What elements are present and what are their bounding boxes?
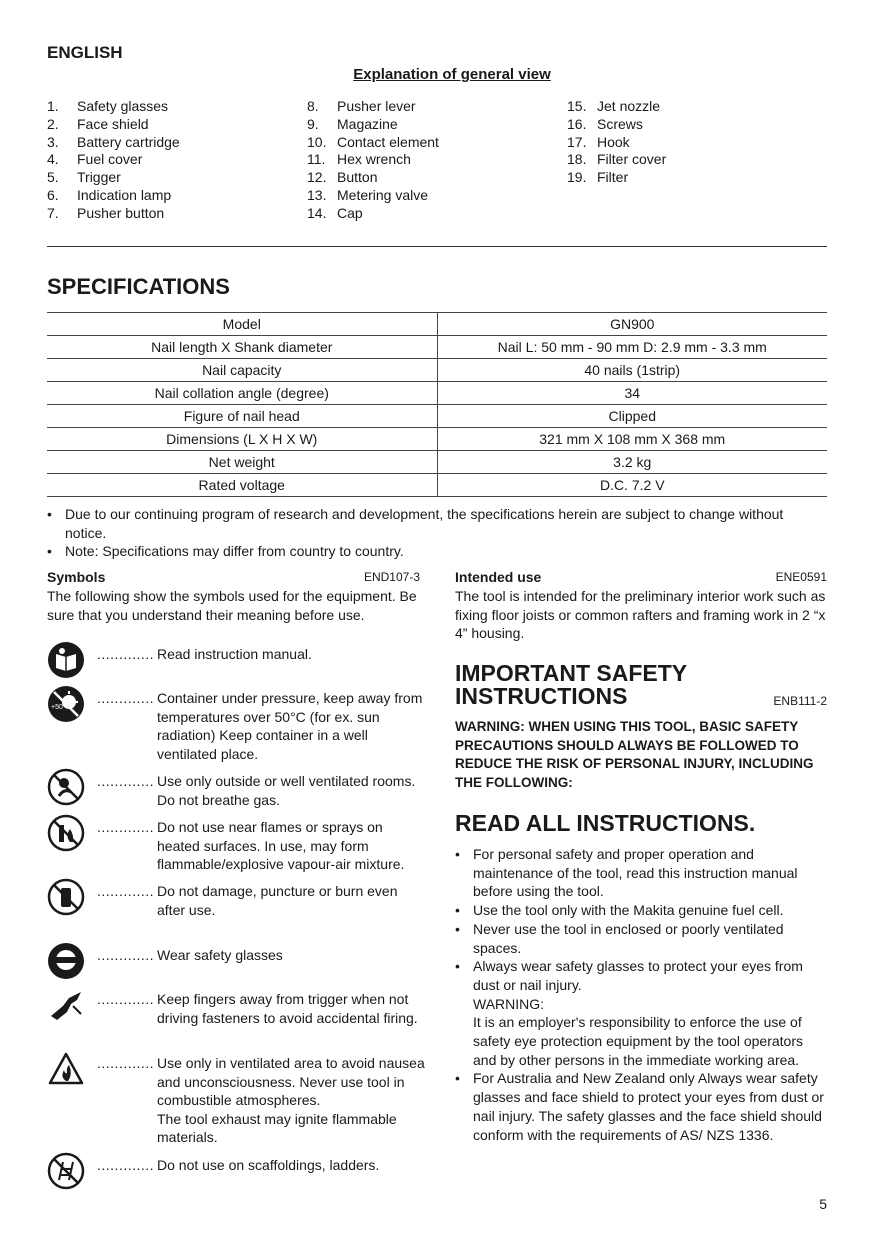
list-item: 14. Cap: [307, 204, 363, 221]
note-item: • Note: Specifications may differ from country to country.: [47, 542, 827, 561]
specifications-table: [47, 312, 827, 497]
explanation-title: Explanation of general view: [353, 66, 551, 83]
table-row: [47, 428, 827, 451]
spec-value: Clipped: [437, 405, 827, 428]
read-all-heading: READ ALL INSTRUCTIONS.: [455, 810, 756, 836]
specifications-title: SPECIFICATIONS: [47, 274, 230, 299]
spec-value: 3.2 kg: [437, 451, 827, 474]
list-item: 15. Jet nozzle: [567, 98, 661, 114]
parts-column-3: [567, 98, 666, 187]
symbol-text: Keep fingers away from trigger when not driving fasteners to avoid accidental firing.: [157, 991, 418, 1026]
spec-value: 40 nails (1strip): [437, 359, 827, 382]
note-item: • Due to our continuing program of research and development, the specifications herein are subject to change without notice.: [47, 505, 827, 542]
symbol-row: [47, 689, 427, 763]
spec-label: Nail capacity: [47, 359, 437, 382]
list-item: 5. Trigger: [47, 169, 121, 186]
spec-value: Nail L: 50 mm - 90 mm D: 2.9 mm - 3.3 mm: [437, 336, 827, 359]
symbol-text: Use only in ventilated area to avoid nausea and unconsciousness. Never use tool in combustible atmospheres. The tool exhaust may ignite flammable materials.: [157, 1055, 425, 1145]
spec-label: Figure of nail head: [47, 405, 437, 428]
manual-icon: [47, 641, 85, 679]
symbols-code: END107-3: [363, 570, 420, 584]
no-breathe-icon: [47, 768, 85, 806]
symbol-dots: .............: [97, 819, 155, 835]
table-row: [47, 336, 827, 359]
spec-value: 34: [437, 382, 827, 405]
safety-warning: WARNING: WHEN USING THIS TOOL, BASIC SAFETY PRECAUTIONS SHOULD ALWAYS BE FOLLOWED TO REDUCE THE RISK OF PERSONAL INJURY, INCLUDING THE FOLLOWING:: [455, 719, 814, 790]
no-flame-icon: [47, 814, 85, 852]
symbol-dots: .............: [97, 883, 155, 899]
list-item: 2. Face shield: [47, 115, 149, 132]
list-item: • For personal safety and proper operation and maintenance of the tool, read this instruction manual before using the tool.: [455, 845, 830, 901]
spec-value: GN900: [437, 313, 827, 336]
symbol-text: Use only outside or well ventilated rooms. Do not breathe gas.: [157, 773, 416, 808]
list-item: 19. Filter: [567, 169, 629, 186]
temperature-icon: [47, 685, 85, 723]
intended-use-title: Intended use: [455, 569, 542, 585]
symbol-text: Container under pressure, keep away from temperatures over 50°C (for ex. sun radiation) Keep container in a well ventilated place.: [157, 690, 423, 762]
symbol-text: Read instruction manual.: [157, 646, 312, 662]
symbol-row: [47, 990, 427, 1027]
list-item: 7. Pusher button: [47, 204, 165, 221]
symbol-dots: .............: [97, 690, 155, 706]
table-row: [47, 359, 827, 382]
symbol-dots: .............: [97, 1157, 155, 1173]
no-puncture-icon: [47, 878, 85, 916]
safety-title-line-1: IMPORTANT SAFETY: [455, 660, 688, 686]
list-item: 4. Fuel cover: [47, 151, 143, 168]
table-row: [47, 474, 827, 497]
spec-label: Model: [47, 313, 437, 336]
list-item: 3. Battery cartridge: [47, 133, 180, 150]
intended-use-text: The tool is intended for the preliminary interior work such as fixing floor joists or common rafters and framing work in 2 “x 4” housing.: [455, 588, 826, 641]
page-number: 5: [819, 1196, 827, 1212]
symbol-row: [47, 1054, 427, 1147]
symbol-row: [47, 1156, 427, 1190]
spec-value: D.C. 7.2 V: [437, 474, 827, 497]
language-heading: ENGLISH: [47, 43, 123, 62]
symbol-dots: .............: [97, 947, 155, 963]
symbol-row: [47, 818, 427, 874]
table-row: [47, 382, 827, 405]
list-item: 18. Filter cover: [567, 151, 667, 168]
finger-trigger-icon: [47, 986, 85, 1024]
safety-glasses-icon: [47, 942, 85, 980]
table-row: [47, 313, 827, 336]
symbol-text: Do not use on scaffoldings, ladders.: [157, 1157, 380, 1173]
list-item: 17. Hook: [567, 133, 630, 150]
symbol-text: Wear safety glasses: [157, 947, 283, 963]
spec-label: Net weight: [47, 451, 437, 474]
symbol-row: [47, 645, 427, 679]
symbols-intro: The following show the symbols used for the equipment. Be sure that you understand their meaning before use.: [47, 588, 417, 623]
spec-label: Nail collation angle (degree): [47, 382, 437, 405]
safety-code: ENB111-2: [773, 694, 827, 708]
parts-column-1: [47, 98, 180, 223]
spec-value: 321 mm X 108 mm X 368 mm: [437, 428, 827, 451]
symbol-row: [47, 946, 427, 980]
symbol-row: [47, 882, 427, 919]
list-item: 9. Magazine: [307, 115, 398, 132]
symbol-dots: .............: [97, 773, 155, 789]
list-item: • Never use the tool in enclosed or poorly ventilated spaces.: [455, 920, 830, 957]
flammable-warning-icon: [47, 1050, 85, 1088]
symbol-dots: .............: [97, 646, 155, 662]
safety-bullets: [455, 845, 830, 1144]
list-item: 8. Pusher lever: [307, 98, 416, 114]
intended-use-code: ENE0591: [775, 570, 827, 584]
divider: [47, 246, 827, 247]
svg-text:+50: +50: [51, 704, 63, 711]
parts-column-2: [307, 98, 439, 223]
symbol-text: Do not damage, puncture or burn even after use.: [157, 883, 398, 918]
symbol-dots: .............: [97, 1055, 155, 1071]
list-item: 11. Hex wrench: [307, 151, 411, 168]
symbol-row: [47, 772, 427, 809]
table-row: [47, 451, 827, 474]
spec-label: Dimensions (L X H X W): [47, 428, 437, 451]
list-item: 10. Contact element: [307, 133, 439, 150]
spec-label: Rated voltage: [47, 474, 437, 497]
list-item: 1. Safety glasses: [47, 98, 169, 114]
list-item: • Use the tool only with the Makita genuine fuel cell.: [455, 901, 830, 920]
spec-notes: [47, 505, 827, 561]
list-item: 16. Screws: [567, 115, 643, 132]
list-item: 12. Button: [307, 169, 378, 186]
table-row: [47, 405, 827, 428]
symbols-title: Symbols: [47, 569, 106, 585]
list-item: • Always wear safety glasses to protect your eyes from dust or nail injury. WARNING: It is an employer's responsibility to enforce the use of safety eye protection equipment by the tool operators and by other persons in the immediate working area.: [455, 957, 830, 1069]
list-item: 13. Metering valve: [307, 186, 429, 203]
list-item: 6. Indication lamp: [47, 186, 172, 203]
list-item: • For Australia and New Zealand only Always wear safety glasses and face shield to protect your eyes from dust or nail injury. The safety glasses and the face shield should conform with the requirements of AS/ NZS 1336.: [455, 1069, 830, 1144]
spec-label: Nail length X Shank diameter: [47, 336, 437, 359]
symbol-dots: .............: [97, 991, 155, 1007]
safety-title-line-2: INSTRUCTIONS: [455, 683, 628, 709]
no-scaffolding-icon: [47, 1152, 85, 1190]
symbol-text: Do not use near flames or sprays on heated surfaces. In use, may form flammable/explosive vapour-air mixture.: [157, 819, 405, 872]
